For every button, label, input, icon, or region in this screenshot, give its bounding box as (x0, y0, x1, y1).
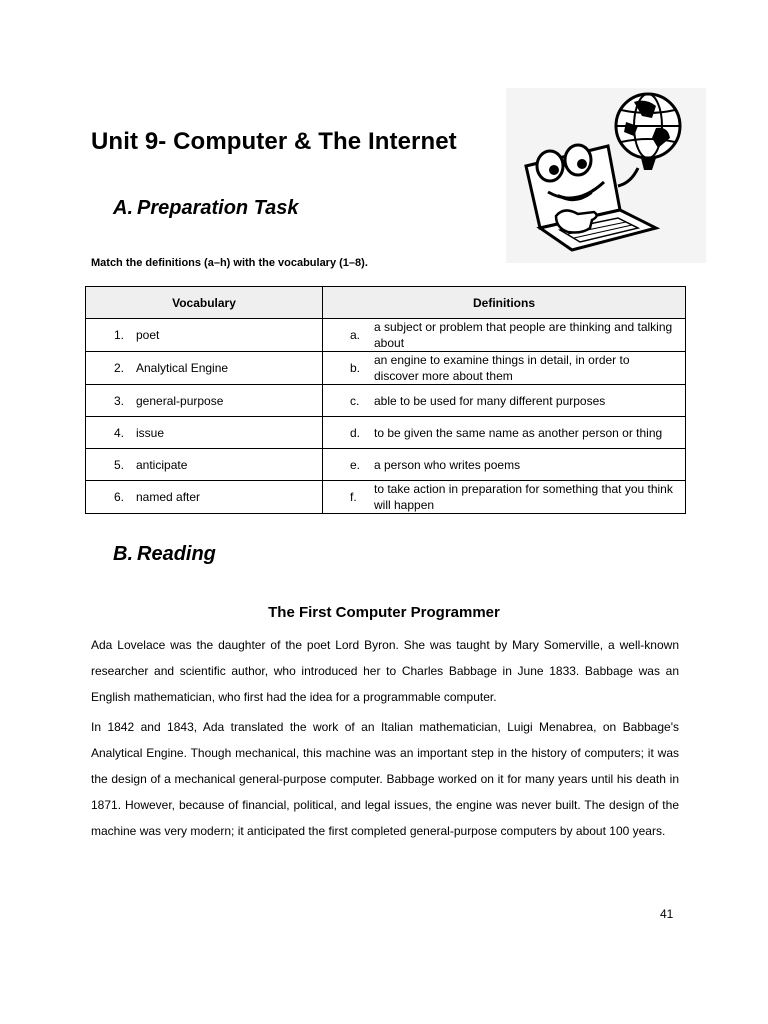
definition-cell (323, 352, 686, 385)
definition-text: able to be used for many different purposes (374, 393, 606, 408)
page-number: 41 (660, 907, 674, 921)
vocabulary-number: 2. (114, 361, 125, 375)
article-paragraph: Ada Lovelace was the daughter of the poet Lord Byron. She was taught by Mary Somerville, a well-known researcher and scientific author, who introduced her to Charles Babbage in June 1833. Babbage was an English mathematician, who first had the idea for a programmable computer. (91, 638, 679, 704)
section-letter: B. (113, 543, 133, 565)
definition-cell (323, 319, 686, 352)
header-vocabulary: Vocabulary (86, 287, 323, 319)
vocabulary-word: general-purpose (136, 393, 224, 408)
table-body (86, 319, 686, 514)
definition-cell (323, 449, 686, 481)
vocabulary-table (85, 286, 686, 514)
definition-cell (323, 385, 686, 417)
header-definitions: Definitions (323, 287, 686, 319)
table-row (86, 319, 686, 352)
vocabulary-word: issue (136, 425, 165, 440)
table-row (86, 352, 686, 385)
vocabulary-word: named after (136, 490, 201, 504)
definition-text: to be given the same name as another person or thing (374, 425, 663, 440)
vocabulary-word: anticipate (136, 457, 188, 472)
section-heading-reading (113, 543, 216, 566)
vocabulary-number: 4. (114, 425, 125, 440)
vocabulary-number: 1. (114, 328, 125, 342)
page-title: Unit 9- Computer & The Internet (91, 128, 457, 155)
vocabulary-cell (86, 481, 323, 514)
definition-letter: e. (350, 457, 361, 472)
definition-letter: a. (350, 328, 361, 342)
table-header-row (86, 287, 686, 319)
definition-letter: f. (350, 490, 357, 504)
table-row (86, 449, 686, 481)
laptop-globe-icon (506, 88, 706, 263)
definition-text: a person who writes poems (374, 457, 521, 472)
vocabulary-number: 6. (114, 490, 125, 504)
definition-letter: d. (350, 425, 361, 440)
vocabulary-number: 3. (114, 393, 125, 408)
vocabulary-word: Analytical Engine (136, 361, 229, 375)
vocabulary-word: poet (136, 328, 160, 342)
instruction-text: Match the definitions (a–h) with the vocabulary (1–8). (91, 257, 368, 269)
vocabulary-cell (86, 417, 323, 449)
vocabulary-cell (86, 385, 323, 417)
vocabulary-cell (86, 319, 323, 352)
section-title: Reading (137, 543, 216, 565)
definition-letter: b. (350, 361, 361, 375)
article-paragraph: In 1842 and 1843, Ada translated the work of an Italian mathematician, Luigi Menabrea, on Babbage's Analytical Engine. Though mechanical, this machine was an important step in the history of computers; it was the design of a mechanical general-purpose computer. Babbage worked on it for many years until his death in 1871. However, because of financial, political, and legal issues, the engine was never built. The design of the machine was very modern; it anticipated the first completed general-purpose computers by about 100 years. (91, 720, 679, 838)
definition-text: to take action in preparation for something that you think will happen (374, 482, 673, 512)
definition-letter: c. (350, 393, 360, 408)
table-row (86, 385, 686, 417)
vocabulary-cell (86, 352, 323, 385)
vocabulary-number: 5. (114, 457, 125, 472)
definition-cell (323, 417, 686, 449)
table-row (86, 417, 686, 449)
vocabulary-cell (86, 449, 323, 481)
article-title: The First Computer Programmer (268, 604, 500, 621)
definition-text: an engine to examine things in detail, in order to discover more about them (374, 353, 630, 383)
table-row (86, 481, 686, 514)
section-heading-preparation (113, 197, 299, 220)
section-title: Preparation Task (137, 197, 299, 219)
section-letter: A. (113, 197, 133, 219)
definition-cell (323, 481, 686, 514)
definition-text: a subject or problem that people are thinking and talking about (374, 320, 673, 350)
